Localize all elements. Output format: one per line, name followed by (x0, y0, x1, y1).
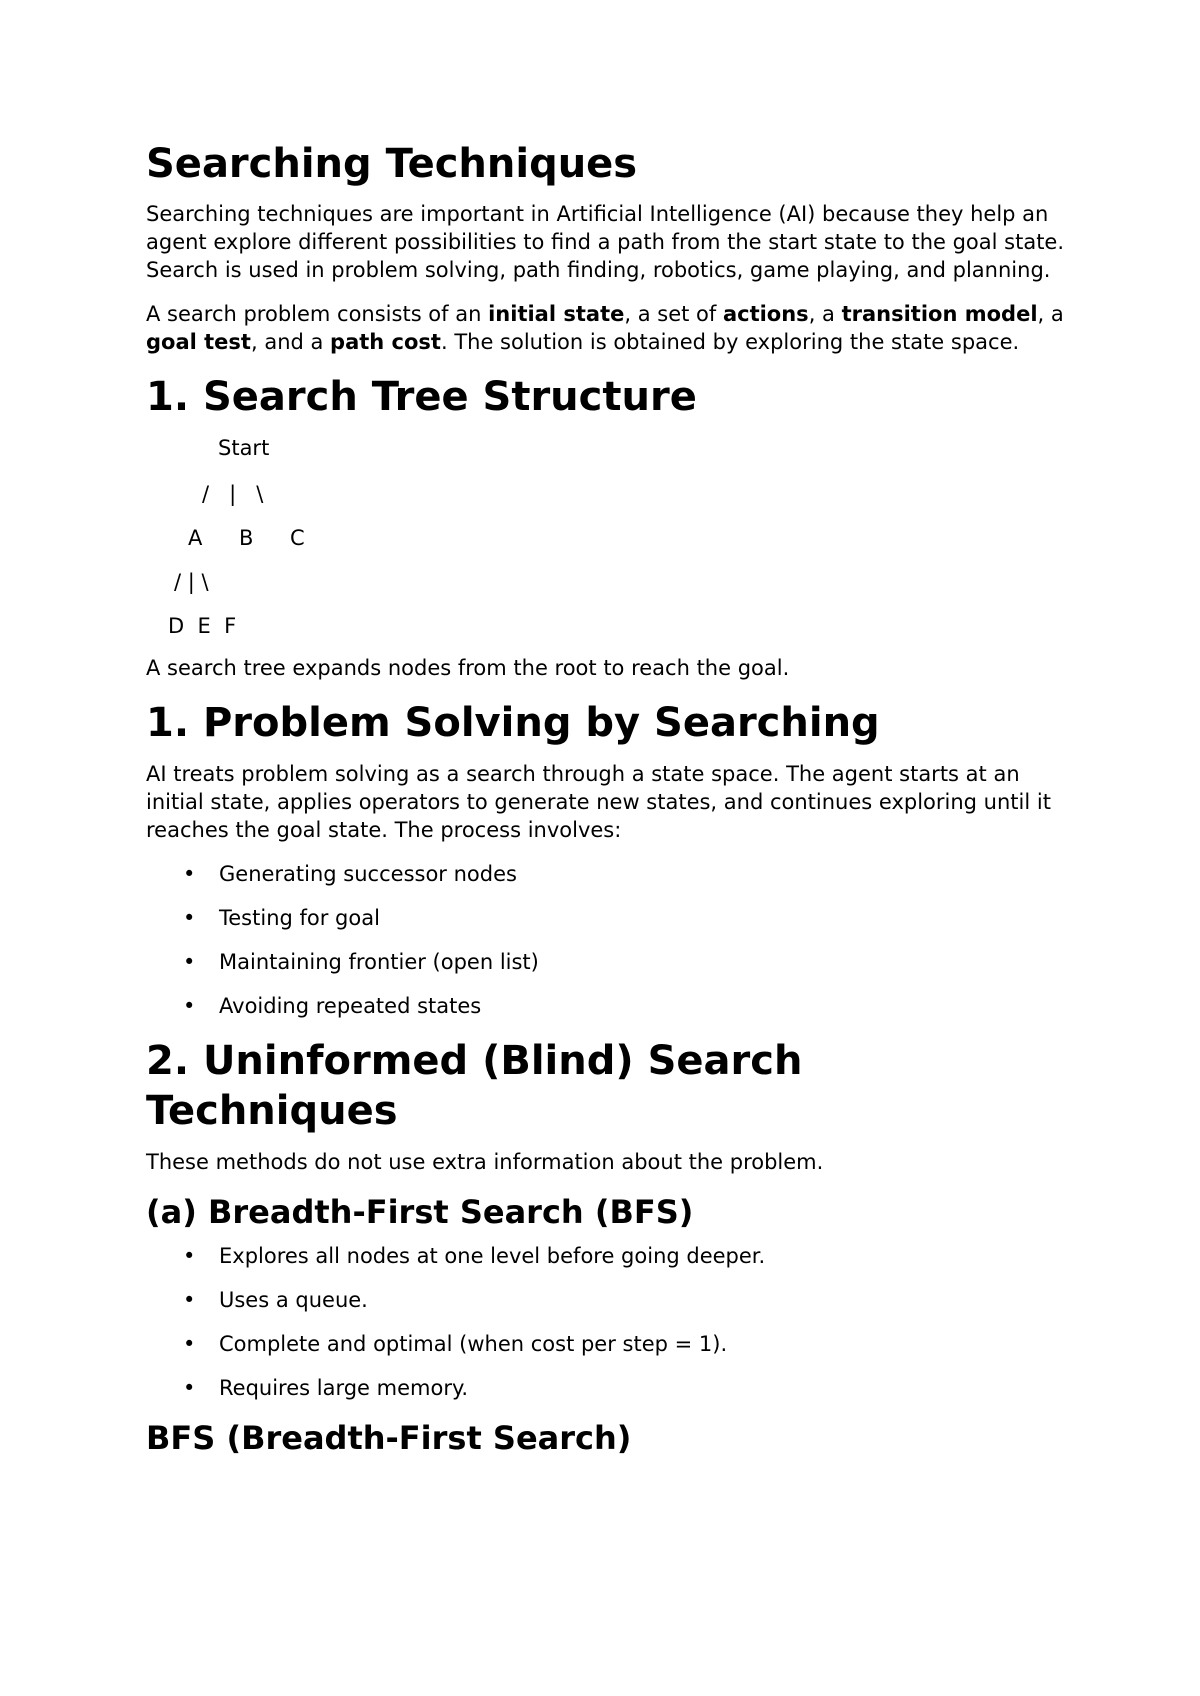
list-item (146, 992, 1066, 1020)
text-run: , and a (250, 330, 331, 354)
text-run: , a set of (624, 302, 723, 326)
text-run: , a (1037, 302, 1064, 326)
bullet-icon: • (183, 950, 196, 974)
section-heading-uninformed-search: 2. Uninformed (Blind) Search Techniques (146, 1038, 803, 1134)
uninformed-paragraph: These methods do not use extra information about the problem. (146, 1150, 824, 1174)
list-item-text: Requires large memory. (219, 1376, 469, 1400)
tree-branches-level2: / | \ (174, 570, 209, 594)
tree-branches-level1: / | \ (202, 482, 264, 506)
list-item-text: Explores all nodes at one level before going deeper. (219, 1244, 766, 1268)
list-item (146, 860, 1066, 888)
list-item-text: Uses a queue. (219, 1288, 368, 1312)
tree-leaves: D E F (168, 614, 237, 638)
bullet-icon: • (183, 1332, 196, 1356)
bullet-icon: • (183, 1288, 196, 1312)
term-initial-state: initial state (488, 302, 625, 326)
list-item (146, 1330, 1066, 1358)
bullet-icon: • (183, 994, 196, 1018)
term-path-cost: path cost (330, 330, 441, 354)
text-run: , a (808, 302, 842, 326)
problem-solving-paragraph: AI treats problem solving as a search through a state space. The agent starts at an initial state, applies operators to generate new states, and continues exploring until it reaches the goal state. The process involves: (146, 762, 1051, 842)
list-item-text: Avoiding repeated states (219, 994, 482, 1018)
text-run: A search problem consists of an (146, 302, 489, 326)
tree-node-a: A (188, 526, 203, 550)
subsection-heading-bfs: (a) Breadth-First Search (BFS) (146, 1193, 694, 1231)
text-run: . The solution is obtained by exploring the state space. (440, 330, 1020, 354)
tree-caption: A search tree expands nodes from the root to reach the goal. (146, 656, 790, 680)
search-tree-diagram (146, 434, 1066, 644)
list-item (146, 948, 1066, 976)
page-title: Searching Techniques (146, 141, 638, 187)
term-actions: actions (722, 302, 809, 326)
intro-paragraph: Searching techniques are important in Artificial Intelligence (AI) because they help an agent explore different possibilities to find a path from the start state to the goal state. Search is used in problem solving, path finding, robotics, game playing, and planning. (146, 202, 1065, 282)
list-item-text: Complete and optimal (when cost per step = 1). (219, 1332, 728, 1356)
tree-node-start: Start (218, 436, 270, 460)
process-list (146, 860, 1066, 1020)
bullet-icon: • (183, 1244, 196, 1268)
list-item-text: Maintaining frontier (open list) (219, 950, 539, 974)
subsection-heading-bfs-detail: BFS (Breadth-First Search) (146, 1419, 632, 1457)
list-item (146, 1242, 1066, 1270)
search-problem-paragraph (146, 300, 1066, 356)
term-transition-model: transition model (841, 302, 1038, 326)
bullet-icon: • (183, 862, 196, 886)
list-item (146, 904, 1066, 932)
list-item-text: Testing for goal (219, 906, 380, 930)
tree-node-c: C (290, 526, 305, 550)
bullet-icon: • (183, 1376, 196, 1400)
document-page (146, 140, 1066, 1468)
list-item (146, 1286, 1066, 1314)
section-heading-search-tree: 1. Search Tree Structure (146, 374, 697, 420)
tree-node-b: B (239, 526, 254, 550)
list-item (146, 1374, 1066, 1402)
bfs-list (146, 1242, 1066, 1402)
term-goal-test: goal test (146, 330, 251, 354)
section-heading-problem-solving: 1. Problem Solving by Searching (146, 700, 880, 746)
bullet-icon: • (183, 906, 196, 930)
list-item-text: Generating successor nodes (219, 862, 517, 886)
